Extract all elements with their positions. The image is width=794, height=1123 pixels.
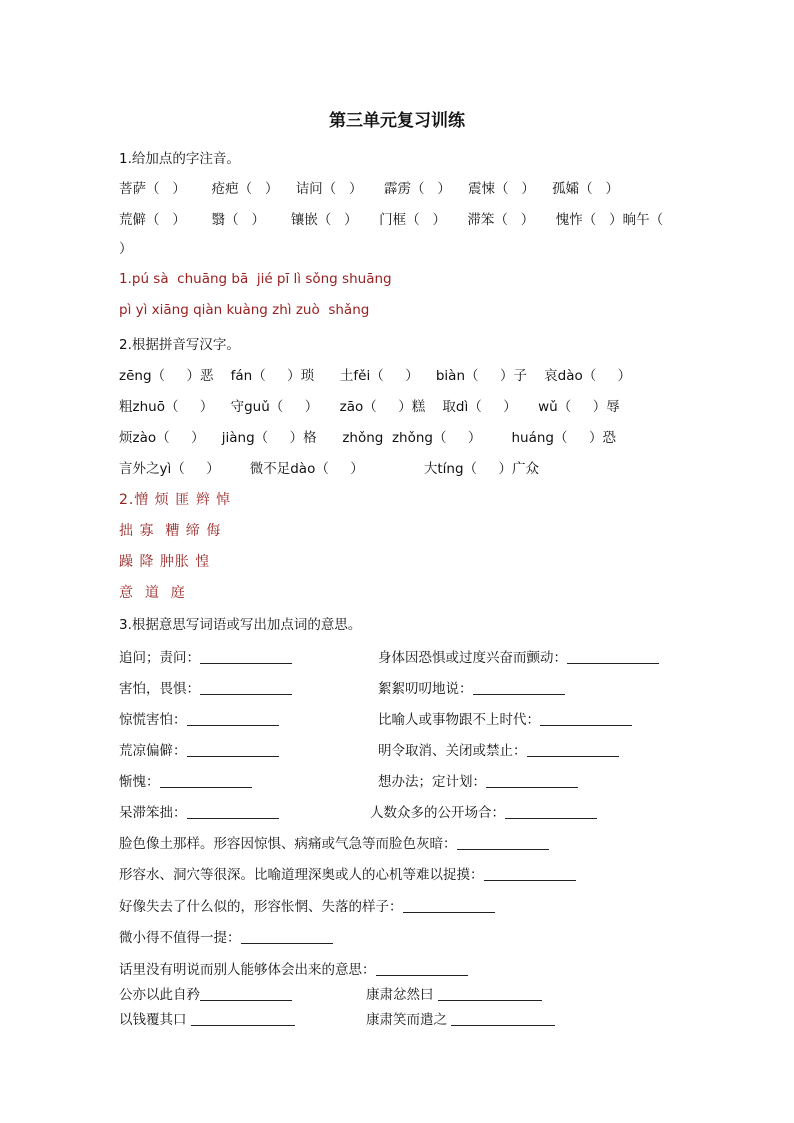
q3-item-label: 呆滞笨拙： [119,805,187,821]
q3-item-label: 微小得不值得一提： [119,930,241,946]
q2-answer: 意 道 庭 [119,585,186,601]
answer-blank[interactable] [200,680,292,695]
q3-item-label: 公亦以此自矜 [119,987,200,1003]
answer-blank[interactable] [187,742,279,757]
q1-row: 荒僻（ ） 翳（ ） 镶嵌（ ） 门框（ ） 滞笨（ ） 愧怍（ ）晌午（ [119,212,664,228]
q2-answer: 躁 降 肿胀 惶 [119,554,211,570]
answer-blank[interactable] [567,649,659,664]
answer-blank[interactable] [160,773,252,788]
q3-item-label: 脸色像土那样。形容因惊惧、病痛或气急等而脸色灰暗： [119,836,457,852]
q3-item [119,677,292,697]
q3-item [370,801,597,821]
q2-heading: 2.根据拼音写汉字。 [119,337,240,353]
q3-item-label: 惊慌害怕： [119,712,187,728]
q3-item-label: 康肃忿然曰 [366,987,438,1003]
q3-item [119,1008,295,1028]
q2-row: zēng（ ）恶 fán（ ）琐 土fěi（ ） biàn（ ）子 哀dào（ ） [119,368,632,384]
q3-item-label: 惭愧： [119,774,160,790]
q3-item-label: 形容水、洞穴等很深。比喻道理深奥或人的心机等难以捉摸： [119,867,484,883]
answer-blank[interactable] [457,835,549,850]
answer-blank[interactable] [484,866,576,881]
answer-blank[interactable] [241,929,333,944]
q2-answer: 2.憎 烦 匪 辫 悼 [119,492,232,508]
q3-item-full [119,958,468,978]
q3-item-full [119,926,333,946]
q3-item [119,770,252,790]
q3-item [378,770,578,790]
answer-blank[interactable] [200,649,292,664]
q1-answer: 1.pú sà chuāng bā jié pī lì sǒng shuāng [119,271,392,287]
answer-blank[interactable] [451,1011,555,1026]
answer-blank[interactable] [486,773,578,788]
q3-item-label: 比喻人或事物跟不上时代： [378,712,540,728]
q3-item [378,708,632,728]
q3-item-label: 追问；责问： [119,650,200,666]
answer-blank[interactable] [376,961,468,976]
q3-item [119,983,292,1003]
q3-item-full [119,895,495,915]
answer-blank[interactable] [200,986,292,1001]
answer-blank[interactable] [505,804,597,819]
q3-item [378,677,565,697]
q3-item-full [119,832,549,852]
q3-item-label: 话里没有明说而别人能够体会出来的意思： [119,962,376,978]
q3-item-full [119,863,576,883]
q3-item [378,739,619,759]
q1-row: 菩萨（ ） 疮疤（ ） 诘问（ ） 霹雳（ ） 震悚（ ） 孤孀（ ） [119,181,619,197]
q3-item [119,739,279,759]
q3-item-label: 絮絮叨叨地说： [378,681,473,697]
q3-item-label: 想办法；定计划： [378,774,486,790]
q2-row: 烦zào（ ） jiàng（ ）格 zhǒng zhǒng（ ） huáng（ ）恐 [119,430,616,446]
q2-row: 粗zhuō（ ） 守guǔ（ ） zāo（ ）糕 取dì（ ） wǔ（ ）辱 [119,399,620,415]
answer-blank[interactable] [438,986,542,1001]
q3-item [366,1008,555,1028]
answer-blank[interactable] [527,742,619,757]
answer-blank[interactable] [187,711,279,726]
q2-answer: 拙 寡 糟 缔 侮 [119,523,222,539]
answer-blank[interactable] [540,711,632,726]
q3-item-label: 好像失去了什么似的，形容怅惘、失落的样子： [119,899,403,915]
q1-heading: 1.给加点的字注音。 [119,151,240,167]
q3-item-label: 以钱覆其口 [119,1012,191,1028]
q1-row-wrap: ） [119,241,133,257]
q3-item [119,801,279,821]
q3-item-label: 害怕，畏惧： [119,681,200,697]
q3-item-label: 明令取消、关闭或禁止： [378,743,527,759]
q3-item [119,646,292,666]
q3-item [378,646,659,666]
answer-blank[interactable] [473,680,565,695]
q3-item [119,708,279,728]
q3-item-label: 康肃笑而遣之 [366,1012,452,1028]
q3-heading: 3.根据意思写词语或写出加点词的意思。 [119,617,362,633]
answer-blank[interactable] [187,804,279,819]
q1-answer: pì yì xiāng qiàn kuàng zhì zuò shǎng [119,302,370,318]
q3-item-label: 身体因恐惧或过度兴奋而颤动： [378,650,567,666]
answer-blank[interactable] [403,898,495,913]
q3-item [366,983,542,1003]
answer-blank[interactable] [191,1011,295,1026]
q3-item-label: 荒凉偏僻： [119,743,187,759]
page-title: 第三单元复习训练 [329,111,465,131]
q3-item-label: 人数众多的公开场合： [370,805,505,821]
q2-row: 言外之yì（ ） 微不足dào（ ） 大tíng（ ）广众 [119,461,539,477]
